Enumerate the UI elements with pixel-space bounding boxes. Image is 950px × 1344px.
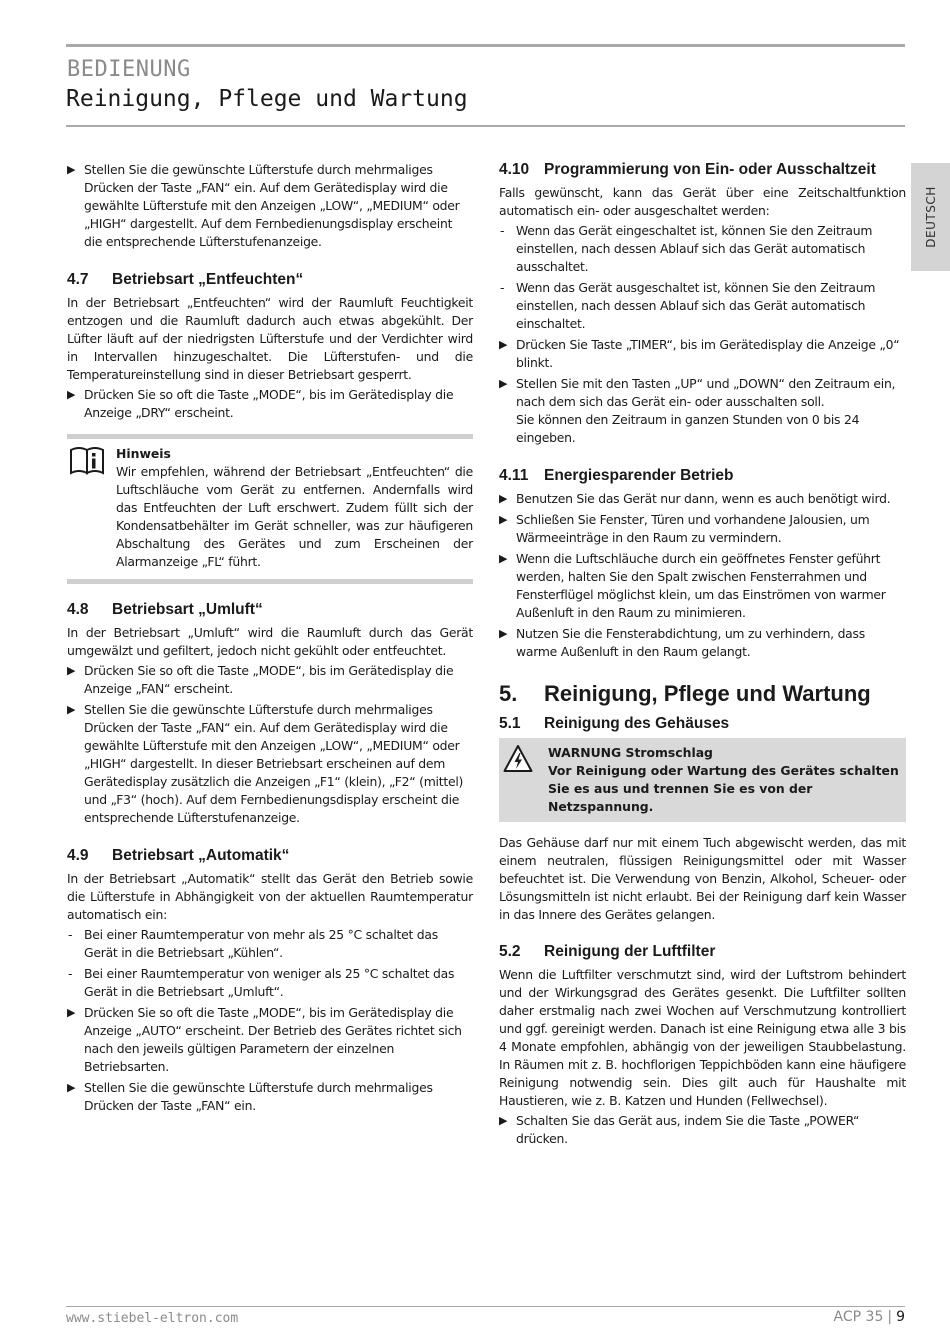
dash-icon: - bbox=[500, 280, 505, 295]
dash-icon: - bbox=[68, 927, 73, 942]
paragraph: Das Gehäuse darf nur mit einem Tuch abgewischt werden, das mit einem neutralen, flüssigen Reinigungsmittel oder mit Wasser befeuchtet ist. Die Verwendung von Benzin, Alkohol, Scheuer- oder Lösungsmitteln ist nicht erlaubt. Bei der Reinigung darf kein Wasser in das Innere des Gerätes gelangen. bbox=[499, 835, 906, 922]
list-item: ▶ Drücken Sie Taste „TIMER“, bis im Gerätedisplay die Anzeige „0“ blinkt. bbox=[499, 337, 900, 370]
paragraph: In der Betriebsart „Umluft“ wird die Raumluft durch das Gerät umgewälzt und gefiltert, jedoch nicht gekühlt oder entfeuchtet. bbox=[67, 625, 473, 658]
list-item: - Wenn das Gerät eingeschaltet ist, können Sie den Zeitraum einstellen, nach dessen Ablauf sich das Gerät automatisch ausschaltet. bbox=[500, 223, 873, 274]
dash-icon: - bbox=[68, 966, 73, 981]
list-item: - Wenn das Gerät ausgeschaltet ist, können Sie den Zeitraum einstellen, nach dessen Ablauf sich das Gerät automatisch einschaltet. bbox=[500, 280, 876, 331]
bullet-icon: ▶ bbox=[67, 163, 76, 176]
bullet-icon: ▶ bbox=[499, 377, 508, 390]
bullet-icon: ▶ bbox=[499, 552, 508, 565]
footer-page-info bbox=[834, 1309, 905, 1325]
hint-text: Wir empfehlen, während der Betriebsart „Entfeuchten“ die Luftschläuche vom Gerät zu entfernen. Andernfalls wird das Entfeuchten der Luft erschwert. Zudem füllt sich der Kondensatbehälter im Gerät schneller, was zur häufigeren Abschaltung des Gerätes und zum Erscheinen der Alarmanzeige „FL“ führt. bbox=[116, 464, 473, 569]
right-column bbox=[499, 161, 906, 1151]
page-number: 9 bbox=[896, 1309, 905, 1325]
section-label: BEDIENUNG bbox=[67, 57, 191, 82]
list-item: ▶ Wenn die Luftschläuche durch ein geöffnetes Fenster geführt werden, halten Sie den Spalt zwischen Fensterrahmen und Fensterflügel möglichst klein, um das Einströmen von warmer Außenluft in den Raum zu minimieren. bbox=[499, 551, 886, 620]
warning-text: Vor Reinigung oder Wartung des Gerätes schalten Sie es aus und trennen Sie es von der Netzspannung. bbox=[548, 763, 899, 814]
header-top-rule bbox=[66, 44, 905, 47]
list-item: ▶ Stellen Sie die gewünschte Lüfterstufe durch mehrmaliges Drücken der Taste „FAN“ ein. Auf dem Gerätedisplay wird die gewählte Lüfterstufe mit den Anzeigen „LOW“, „MEDIUM“ oder „HIGH“ dargestellt. In dieser Betriebsart erscheinen auf dem Gerätedisplay zusätzlich die Anzeigen „F1“ (klein), „F2“ (mittel) und „F3“ (hoch). Auf dem Fernbedienungsdisplay erscheint die entsprechende Lüfterstufenanzeige. bbox=[67, 702, 464, 825]
hint-box bbox=[67, 434, 473, 584]
footer-url: www.stiebel-eltron.com bbox=[66, 1311, 239, 1326]
list-item: ▶ Schließen Sie Fenster, Türen und vorhandene Jalousien, um Wärmeeinträge in den Raum zu vermindern. bbox=[499, 512, 870, 545]
section-heading-4-7: 4.7 Betriebsart „Entfeuchten“ bbox=[67, 271, 304, 288]
dash-icon: - bbox=[500, 223, 505, 238]
footer-separator: | bbox=[887, 1309, 893, 1325]
electric-hazard-icon bbox=[503, 744, 548, 816]
list-item: - Bei einer Raumtemperatur von mehr als 25 °C schaltet das Gerät in die Betriebsart „Kühlen“. bbox=[68, 927, 438, 960]
bullet-icon: ▶ bbox=[67, 1081, 76, 1094]
page-title: Reinigung, Pflege und Wartung bbox=[66, 86, 468, 112]
bullet-icon: ▶ bbox=[499, 513, 508, 526]
model-name: ACP 35 bbox=[833, 1309, 884, 1325]
language-tab-label: DEUTSCH bbox=[923, 186, 938, 248]
bullet-icon: ▶ bbox=[67, 664, 76, 677]
paragraph: In der Betriebsart „Entfeuchten“ wird der Raumluft Feuchtigkeit entzogen und die Raumluft dadurch auch etwas abgekühlt. Der Lüfter läuft auf der niedrigsten Lüfterstufe und der Verdichter wird in Intervallen hinzugeschaltet. Die Lüfterstufen- und die Temperatureinstellung sind in dieser Betriebsart gesperrt. bbox=[67, 295, 473, 382]
list-item: ▶ Drücken Sie so oft die Taste „MODE“, bis im Gerätedisplay die Anzeige „DRY“ erscheint. bbox=[67, 387, 454, 420]
left-column bbox=[67, 161, 473, 1118]
bullet-icon: ▶ bbox=[499, 627, 508, 640]
list-item: ▶ Benutzen Sie das Gerät nur dann, wenn es auch benötigt wird. bbox=[499, 491, 891, 506]
bullet-icon: ▶ bbox=[67, 388, 76, 401]
section-heading-4-11: 4.11 Energiesparender Betrieb bbox=[499, 467, 734, 484]
bullet-icon: ▶ bbox=[499, 492, 508, 505]
list-item: ▶ Stellen Sie die gewünschte Lüfterstufe durch mehrmaliges Drücken der Taste „FAN“ ein. bbox=[67, 1080, 433, 1113]
info-book-icon bbox=[67, 445, 116, 573]
warning-box bbox=[499, 738, 906, 822]
bullet-icon: ▶ bbox=[67, 703, 76, 716]
list-item: ▶ Schalten Sie das Gerät aus, indem Sie die Taste „POWER“ drücken. bbox=[499, 1113, 860, 1146]
list-item: - Bei einer Raumtemperatur von weniger als 25 °C schaltet das Gerät in die Betriebsart „Umluft“. bbox=[68, 966, 455, 999]
paragraph: Wenn die Luftfilter verschmutzt sind, wird der Luftstrom behindert und der Wirkungsgrad des Gerätes gesenkt. Die Luftfilter sollten daher erstmalig nach zwei Wochen auf Verschmutzung kontrolliert und ggf. gereinigt werden. Danach ist eine Reinigung etwa alle 3 bis 4 Monate empfohlen, abhängig von der jeweiligen Staubbelastung. In Räumen mit z. B. hochflorigen Teppichböden kann eine häufigere Reinigung notwendig sein. Dies gilt auch für Haushalte mit Haustieren, wie z. B. Katzen und Hunden (Fellwechsel). bbox=[499, 967, 906, 1108]
header-bottom-rule bbox=[66, 125, 905, 127]
bullet-icon: ▶ bbox=[67, 1006, 76, 1019]
hint-title: Hinweis bbox=[116, 446, 171, 461]
paragraph: In der Betriebsart „Automatik“ stellt das Gerät den Betrieb sowie die Lüfterstufe in Abhängigkeit von der aktuellen Raumtemperatur automatisch ein: bbox=[67, 871, 473, 922]
list-item: ▶ Drücken Sie so oft die Taste „MODE“, bis im Gerätedisplay die Anzeige „AUTO“ erscheint. Der Betrieb des Gerätes richtet sich nach den jeweils gültigen Parametern der einzelnen Betriebsarten. bbox=[67, 1005, 462, 1074]
bullet-icon: ▶ bbox=[499, 1114, 508, 1127]
bullet-icon: ▶ bbox=[499, 338, 508, 351]
list-item: ▶ Stellen Sie die gewünschte Lüfterstufe durch mehrmaliges Drücken der Taste „FAN“ ein. Auf dem Gerätedisplay wird die gewählte Lüfterstufe mit den Anzeigen „LOW“, „MEDIUM“ oder „HIGH“ dargestellt. Auf dem Fernbedienungsdisplay erscheint die entsprechende Lüfterstufenanzeige. bbox=[67, 162, 460, 249]
list-item: ▶ Drücken Sie so oft die Taste „MODE“, bis im Gerätedisplay die Anzeige „FAN“ erscheint. bbox=[67, 663, 454, 696]
list-item: ▶ Nutzen Sie die Fensterabdichtung, um zu verhindern, dass warme Außenluft in den Raum gelangt. bbox=[499, 626, 865, 659]
section-heading-4-8: 4.8 Betriebsart „Umluft“ bbox=[67, 601, 263, 618]
section-heading-4-9: 4.9 Betriebsart „Automatik“ bbox=[67, 847, 290, 864]
warning-title: WARNUNG Stromschlag bbox=[548, 745, 713, 760]
footer-rule bbox=[66, 1306, 905, 1307]
language-tab bbox=[911, 163, 950, 271]
section-heading-5-1: 5.1 Reinigung des Gehäuses bbox=[499, 715, 730, 732]
section-heading-4-10: 4.10 Programmierung von Ein- oder Ausschaltzeit bbox=[499, 161, 876, 178]
chapter-heading-5: 5. Reinigung, Pflege und Wartung bbox=[499, 681, 871, 706]
paragraph: Falls gewünscht, kann das Gerät über eine Zeitschaltfunktion automatisch ein- oder ausgeschaltet werden: bbox=[499, 185, 906, 218]
list-item: ▶ Stellen Sie mit den Tasten „UP“ und „DOWN“ den Zeitraum ein, nach dem sich das Gerät ein- oder ausschalten soll. Sie können den Zeitraum in ganzen Stunden von 0 bis 24 eingeben. bbox=[499, 376, 896, 445]
section-heading-5-2: 5.2 Reinigung der Luftfilter bbox=[499, 943, 716, 960]
